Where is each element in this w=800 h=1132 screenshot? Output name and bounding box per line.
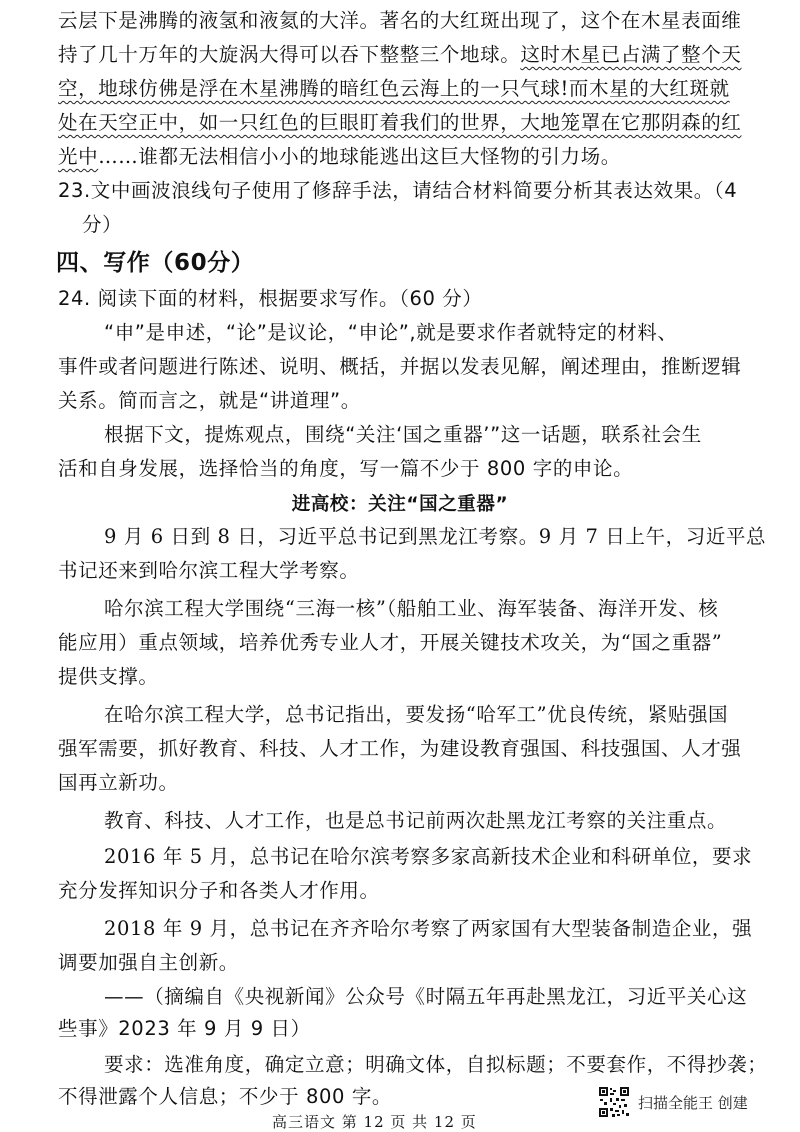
article-p1-line-1: 9 月 6 日到 8 日，习近平总书记到黑龙江考察。9 月 7 日上午，习近平总 [104,525,767,548]
qr-code-icon [598,1086,630,1118]
requirement-line-1: 要求：选准角度，确定立意；明确文体，自拟标题；不要套作，不得抄袭； [104,1053,768,1076]
question-23-line-2: 分） [82,213,123,236]
passage-line-3 [58,72,770,106]
question-24-prompt: 24. 阅读下面的材料，根据要求写作。（60 分） [58,287,483,310]
wavy-underlined-sentence: 处在天空正中，如一只红色的巨眼盯着我们的世界，大地笼罩在它那阴森的红 [58,111,742,134]
passage-text: 持了几十万年的大旋涡大得可以吞下整整三个地球。 [58,43,521,66]
page-footer: 高三语文 第 12 页 共 12 页 [272,1113,477,1131]
wavy-underlined-sentence: 光中 [58,145,99,168]
article-p2-line-1: 哈尔滨工程大学围绕“三海一核”（船舶工业、海军装备、海洋开发、核 [104,597,719,620]
article-p3-line-2: 强军需要，抓好教育、科技、人才工作，为建设教育强国、科技强国、人才强 [58,737,742,760]
article-p2-line-3: 提供支撑。 [58,665,159,688]
wavy-underlined-sentence: 空，地球仿佛是浮在木星沸腾的暗红色云海上的一只气球!而木星的大红斑就 [58,77,730,100]
section-title-writing: 四、写作（60分） [56,250,255,276]
source-line-1: ——（摘编自《央视新闻》公众号《时隔五年再赴黑龙江，习近平关心这 [104,985,748,1008]
task-line-1: 根据下文，提炼观点，围绕“关注‘国之重器’”这一话题，联系社会生 [104,423,702,446]
article-p6-line-2: 调要加强自主创新。 [58,951,239,974]
question-23-line-1: 23.文中画波浪线句子使用了修辞手法，请结合材料简要分析其表达效果。（4 [58,179,738,202]
requirement-line-2: 不得泄露个人信息；不少于 800 字。 [58,1085,393,1108]
article-p4-line-1: 教育、科技、人才工作，也是总书记前两次赴黑龙江考察的关注重点。 [104,809,728,832]
article-p3-line-1: 在哈尔滨工程大学，总书记指出，要发扬“哈军工”优良传统，紧贴强国 [104,703,729,726]
definition-line-2: 事件或者问题进行陈述、说明、概括，并据以发表见解，阐述理由，推断逻辑 [58,355,742,378]
passage-line-1: 云层下是沸腾的液氢和液氦的大洋。著名的大红斑出现了，这个在木星表面维 [58,9,742,32]
passage-line-4 [58,106,770,140]
definition-line-3: 关系。简而言之，就是“讲道理”。 [58,389,361,412]
article-p5-line-2: 充分发挥知识分子和各类人才作用。 [58,879,380,902]
article-p5-line-1: 2016 年 5 月，总书记在哈尔滨考察多家高新技术企业和科研单位，要求 [104,845,753,868]
article-p2-line-2: 能应用）重点领域，培养优秀专业人才，开展关键技术攻关，为“国之重器” [58,631,723,654]
article-title: 进高校：关注“国之重器” [291,494,509,515]
task-line-2: 活和自身发展，选择恰当的角度，写一篇不少于 800 字的申论。 [58,457,634,480]
definition-line-1: “申”是申述，“论”是议论，“申论”,就是要求作者就特定的材料、 [104,321,678,344]
passage-line-2 [58,38,770,72]
passage-line-5 [58,140,770,174]
scanner-watermark [598,1085,748,1119]
article-p3-line-3: 国再立新功。 [58,771,179,794]
scanner-text: 扫描全能王 创建 [638,1093,748,1112]
source-line-2: 些事》2023 年 9 月 9 日） [58,1017,311,1040]
passage-text: ……谁都无法相信小小的地球能逃出这巨大怪物的引力场。 [98,145,621,168]
article-p1-line-2: 书记还来到哈尔滨工程大学考察。 [58,559,360,582]
article-p6-line-1: 2018 年 9 月，总书记在齐齐哈尔考察了两家国有大型装备制造企业，强 [104,917,753,940]
wavy-underlined-sentence: 这时木星已占满了整个天 [520,43,742,66]
